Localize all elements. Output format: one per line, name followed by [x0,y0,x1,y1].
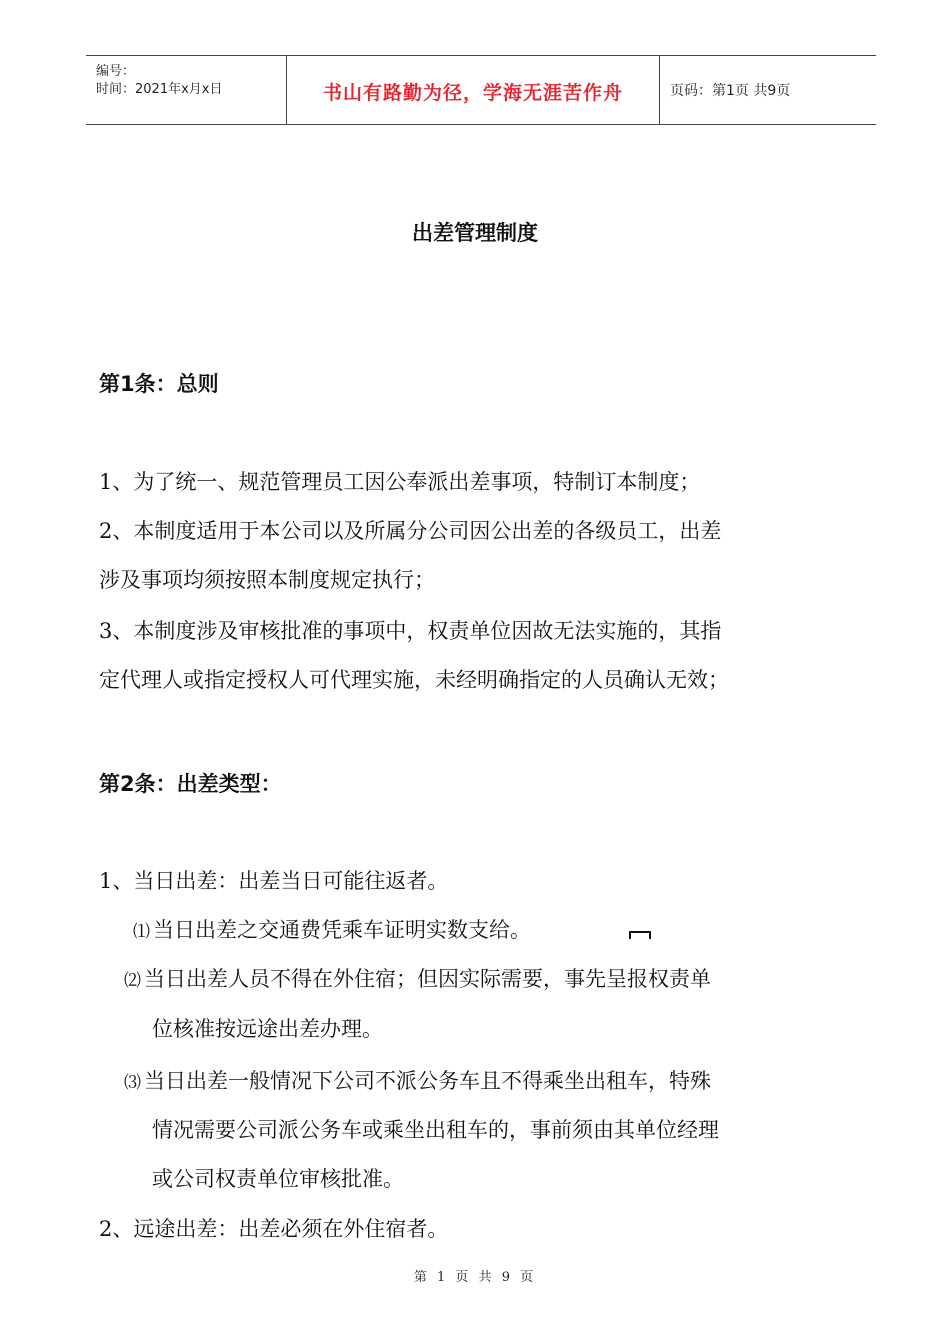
sub-item-1-text: 当日出差之交通费凭乘车证明实数支给。 [153,918,531,942]
page-footer: 第 1 页 共 9 页 [413,1270,537,1285]
doc-time-label: 时间：2021年x月x日 [96,82,223,97]
sub-item-2 [124,954,711,1006]
header-motto: 书山有路勤为径，学海无涯苦作舟 [322,82,623,104]
sub-item-3 [124,1056,711,1108]
section-1-paragraph-3-line-1: 3、本制度涉及审核批准的事项中，权责单位因故无法实施的，其指 [99,619,722,643]
sub-item-2-line-1: 当日出差人员不得在外住宿；但因实际需要，事先呈报权责单 [144,967,711,991]
section-1-heading: 第1条：总则 [99,372,219,396]
section-2-paragraph-1: 1、当日出差：出差当日可能往返者。 [99,869,449,893]
header-meta-cell [86,56,287,124]
doc-number-label: 编号： [96,64,136,79]
sub-item-3-marker: ⑶ [124,1073,141,1093]
section-2-heading: 第2条：出差类型： [99,772,282,796]
sub-item-1 [133,905,531,957]
header-page-number: 页码：第1页 共9页 [670,83,791,99]
sub-item-2-line-2: 位核准按远途出差办理。 [152,1017,383,1041]
section-2-paragraph-2: 2、远途出差：出差必须在外住宿者。 [99,1217,449,1241]
section-1-paragraph-2-line-1: 2、本制度适用于本公司以及所属分公司因公出差的各级员工，出差 [99,519,722,543]
sub-item-2-marker: ⑵ [124,971,141,991]
sub-item-1-marker: ⑴ [133,922,150,942]
section-1-paragraph-2-line-2: 涉及事项均须按照本制度规定执行； [99,568,435,592]
document-title: 出差管理制度 [412,221,538,245]
sub-item-3-line-3: 或公司权责单位审核批准。 [152,1167,404,1191]
header-page-cell [660,56,876,124]
sub-item-3-line-1: 当日出差一般情况下公司不派公务车且不得乘坐出租车，特殊 [144,1069,711,1093]
page-header [86,55,876,125]
header-motto-cell [287,56,660,124]
sub-item-3-line-2: 情况需要公司派公务车或乘坐出租车的，事前须由其单位经理 [152,1118,719,1142]
section-1-paragraph-1: 1、为了统一、规范管理员工因公奉派出差事项，特制订本制度； [99,470,701,494]
stray-bracket-mark [629,927,651,939]
section-1-paragraph-3-line-2: 定代理人或指定授权人可代理实施，未经明确指定的人员确认无效； [99,668,729,692]
